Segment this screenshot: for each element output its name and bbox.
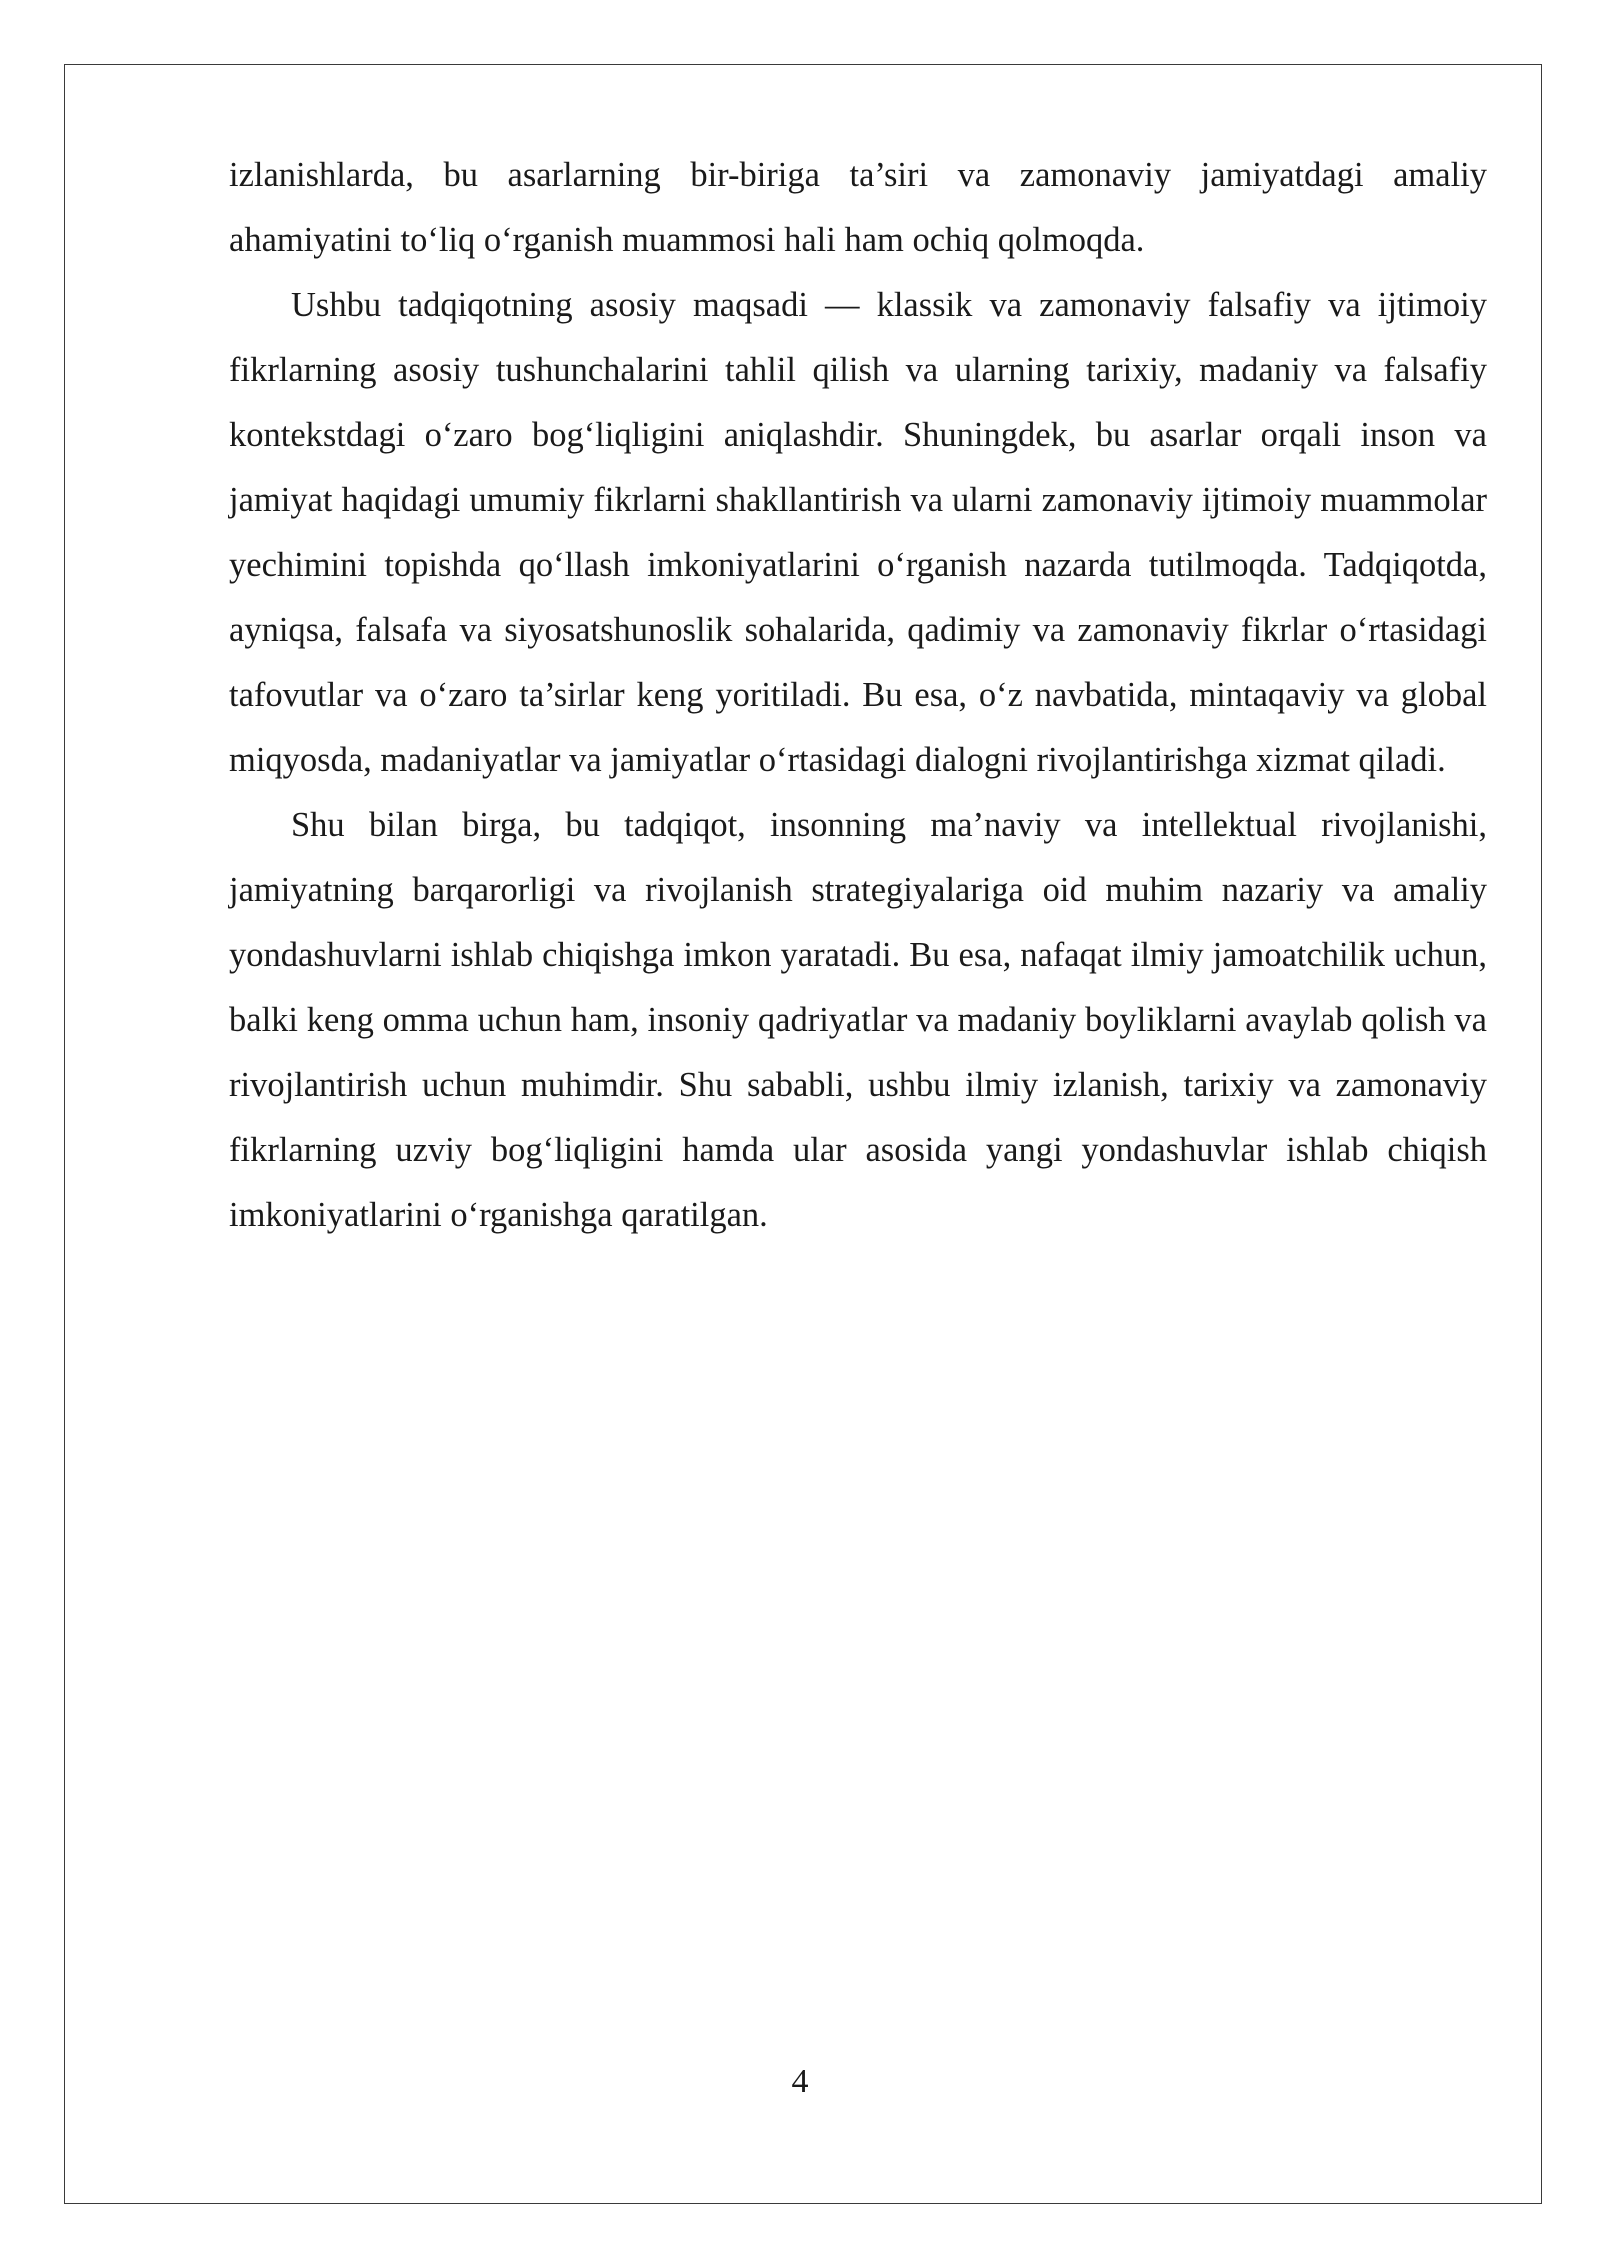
page-number: 4	[791, 2063, 809, 2100]
document-body	[229, 143, 1487, 1248]
paragraph-research-goal: Ushbu tadqiqotning asosiy maqsadi — klassik va zamonaviy falsafiy va ijtimoiy fikrlarning asosiy tushunchalarini tahlil qilish va ularning tarixiy, madaniy va falsafiy kontekstdagi o‘zaro bog‘liqligini aniqlashdir. Shuningdek, bu asarlar orqali inson va jamiyat haqidagi umumiy fikrlarni shakllantirish va ularni zamonaviy ijtimoiy muammolar yechimini topishda qo‘llash imkoniyatlarini o‘rganish nazarda tutilmoqda. Tadqiqotda, ayniqsa, falsafa va siyosatshunoslik sohalarida, qadimiy va zamonaviy fikrlar o‘rtasidagi tafovutlar va o‘zaro ta’sirlar keng yoritiladi. Bu esa, o‘z navbatida, mintaqaviy va global miqyosda, madaniyatlar va jamiyatlar o‘rtasidagi dialogni rivojlantirishga xizmat qiladi.	[229, 286, 1487, 779]
paragraph-research-significance: Shu bilan birga, bu tadqiqot, insonning ma’naviy va intellektual rivojlanishi, jamiyatning barqarorligi va rivojlanish strategiyalariga oid muhim nazariy va amaliy yondashuvlarni ishlab chiqishga imkon yaratadi. Bu esa, nafaqat ilmiy jamoatchilik uchun, balki keng omma uchun ham, insoniy qadriyatlar va madaniy boyliklarni avaylab qolish va rivojlantirish uchun muhimdir. Shu sababli, ushbu ilmiy izlanish, tarixiy va zamonaviy fikrlarning uzviy bog‘liqligini hamda ular asosida yangi yondashuvlar ishlab chiqish imkoniyatlarini o‘rganishga qaratilgan.	[229, 806, 1487, 1234]
paragraph-continuation: izlanishlarda, bu asarlarning bir-biriga ta’siri va zamonaviy jamiyatdagi amaliy ahamiyatini to‘liq o‘rganish muammosi hali ham ochiq qolmoqda.	[229, 156, 1487, 259]
